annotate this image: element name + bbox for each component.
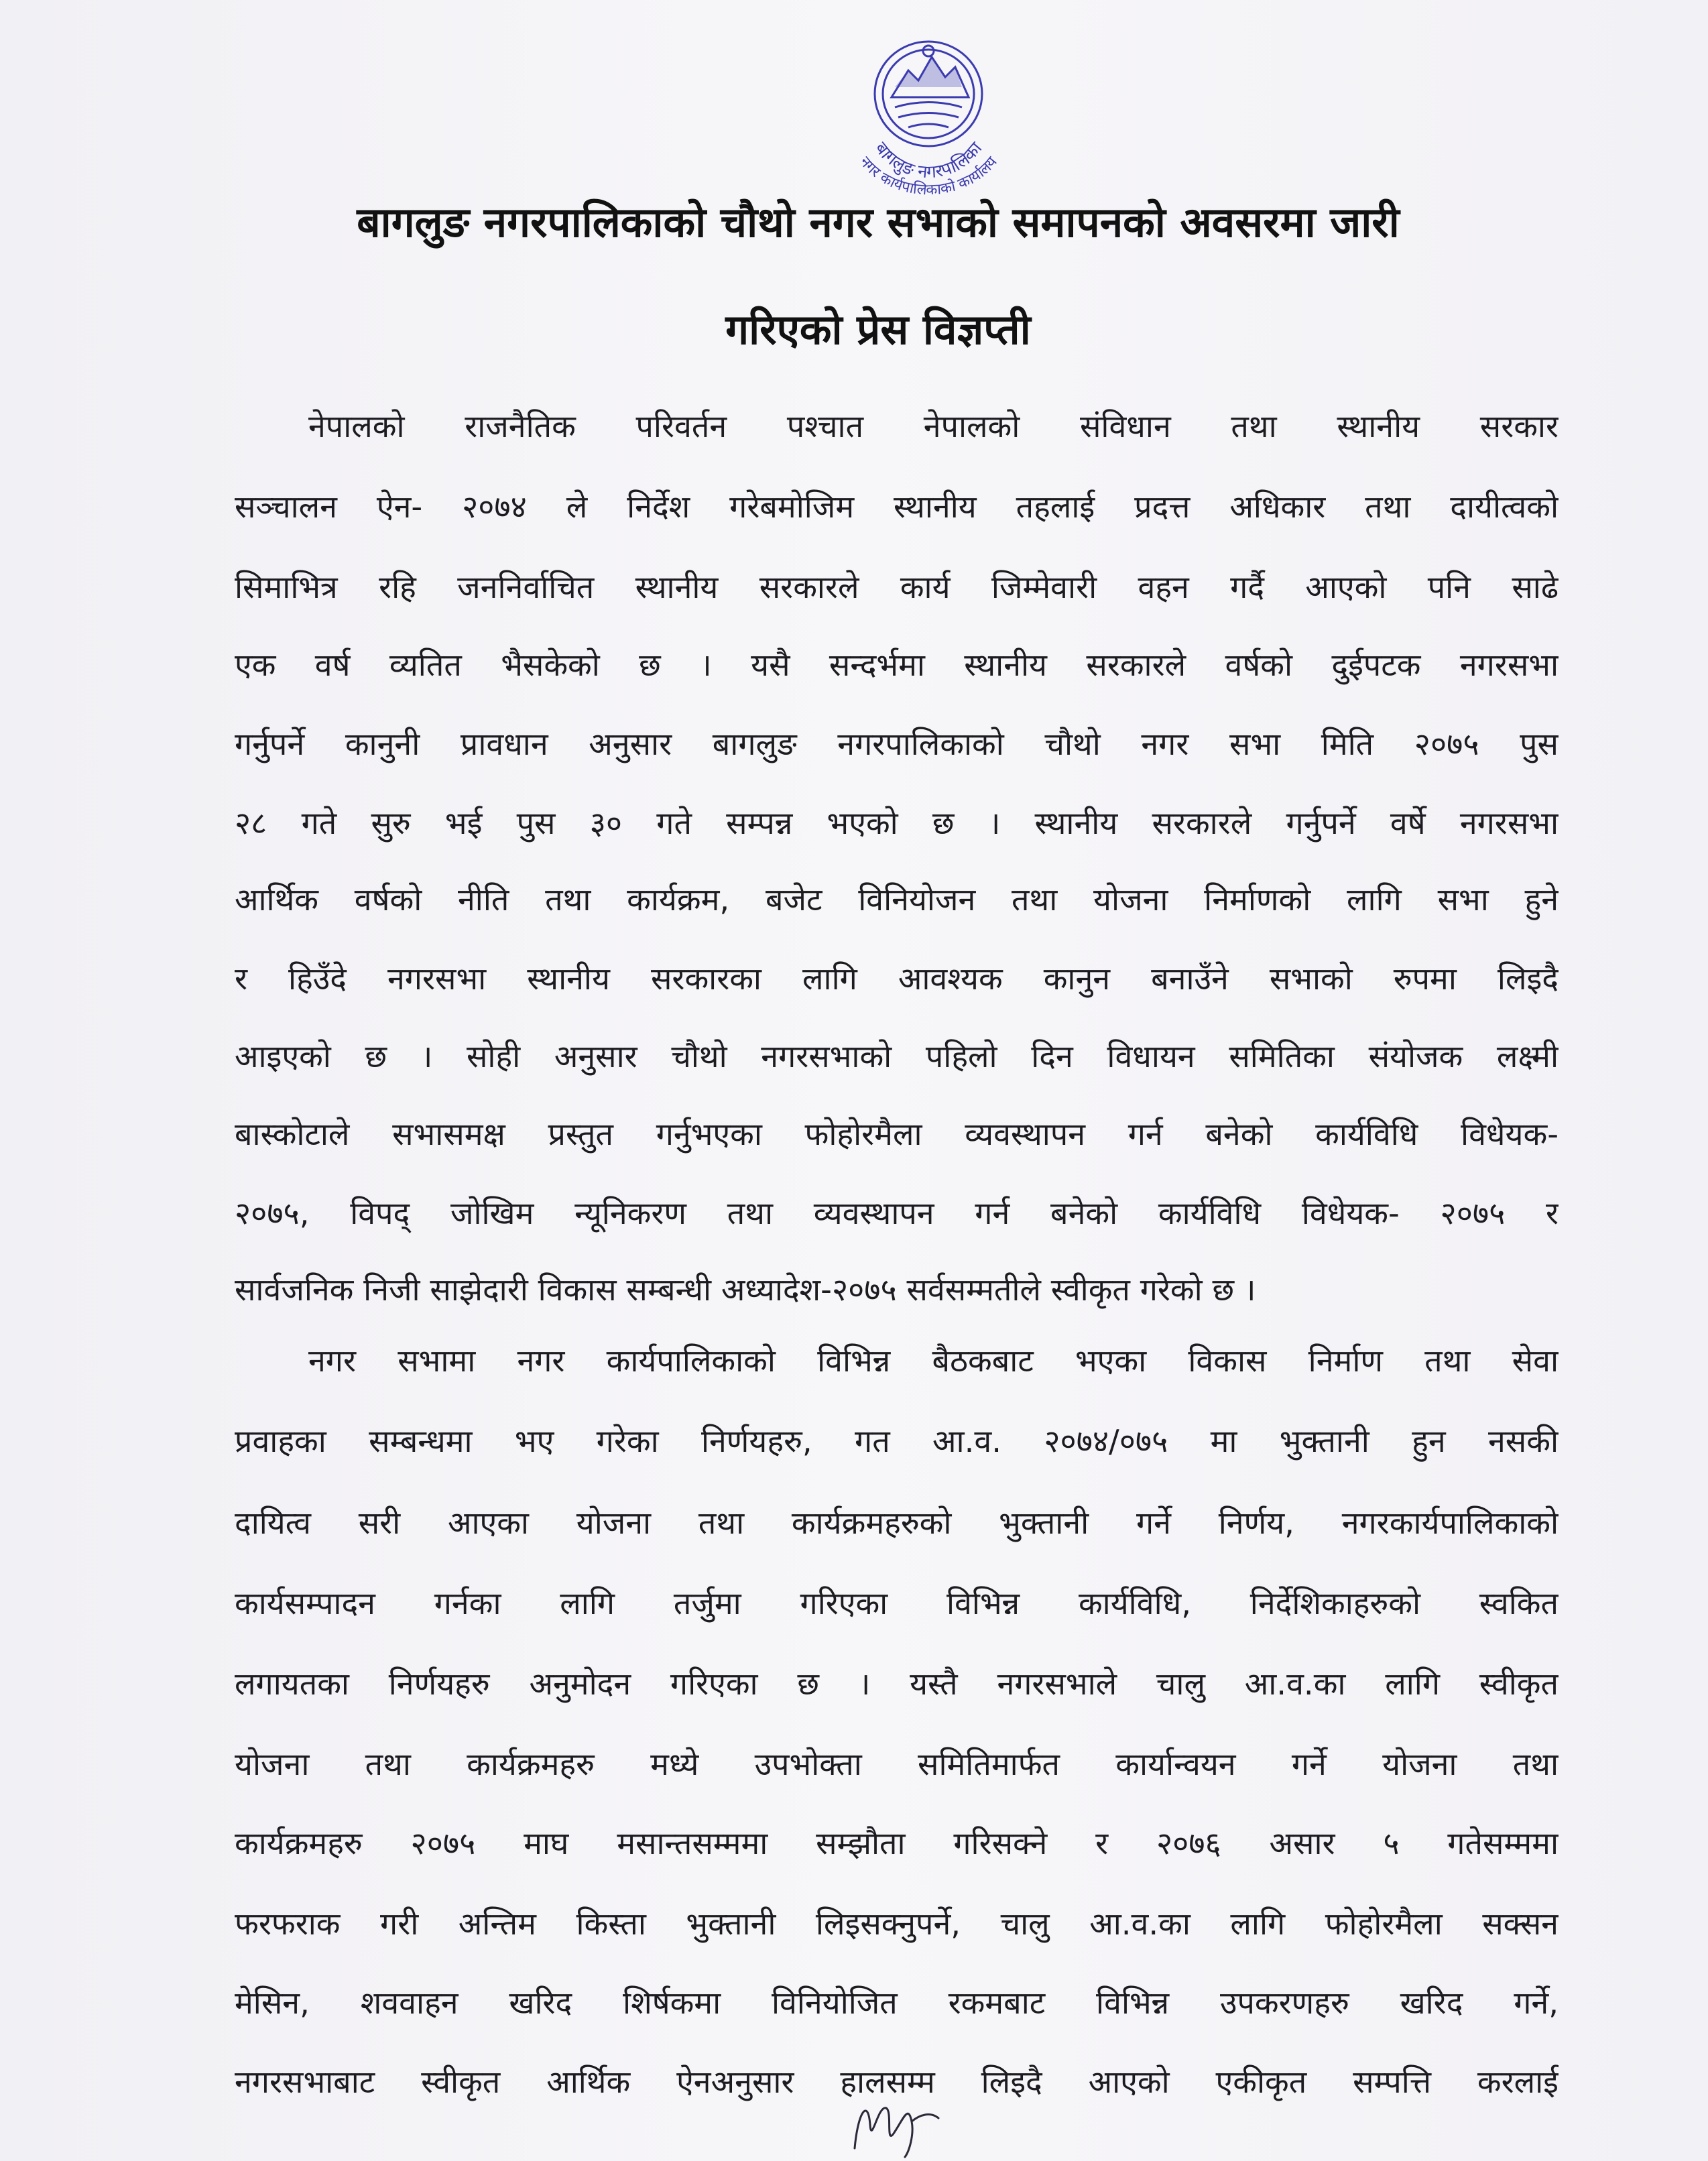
body-text-line: एक वर्ष व्यतित भैसकेको छ । यसै सन्दर्भमा स्थानीय सरकारले वर्षको दुईपटक नगरसभा [235, 647, 1559, 683]
body-text-line: नेपालको राजनैतिक परिवर्तन पश्चात नेपालको संविधान तथा स्थानीय सरकार [308, 408, 1559, 444]
body-text-line: कार्यसम्पादन गर्नका लागि तर्जुमा गरिएका विभिन्न कार्यविधि, निर्देशिकाहरुको स्वकित [235, 1585, 1559, 1621]
body-text-line: गर्नुपर्ने कानुनी प्रावधान अनुसार बागलुङ नगरपालिकाको चौथो नगर सभा मिति २०७५ पुस [235, 726, 1559, 762]
body-text-line: कार्यक्रमहरु २०७५ माघ मसान्तसम्ममा सम्झौता गरिसक्ने र २०७६ असार ५ गतेसम्ममा [235, 1825, 1559, 1861]
press-release-title-line1: बागलुङ नगरपालिकाको चौथो नगर सभाको समापनको अवसरमा जारी [357, 198, 1400, 247]
body-text-line: मेसिन, शववाहन खरिद शिर्षकमा विनियोजित रकमबाट विभिन्न उपकरणहरु खरिद गर्ने, [235, 1985, 1559, 2021]
body-text-line: लगायतका निर्णयहरु अनुमोदन गरिएका छ । यस्तै नगरसभाले चालु आ.व.का लागि स्वीकृत [235, 1666, 1559, 1702]
body-text-line: आर्थिक वर्षको नीति तथा कार्यक्रम, बजेट विनियोजन तथा योजना निर्माणको लागि सभा हुने [235, 881, 1559, 918]
handwritten-signature [845, 2085, 945, 2158]
body-text-line: सार्वजनिक निजी साझेदारी विकास सम्बन्धी अध्यादेश-२०७५ सर्वसम्मतीले स्वीकृत गरेको छ । [235, 1272, 1256, 1308]
body-text-line: सञ्चालन ऐन- २०७४ ले निर्देश गरेबमोजिम स्थानीय तहलाई प्रदत्त अधिकार तथा दायीत्वको [235, 489, 1559, 525]
seal-text-bottom: नगर कार्यपालिकाको कार्यालय [856, 153, 1001, 199]
body-text-line: र हिउँदे नगरसभा स्थानीय सरकारका लागि आवश्यक कानुन बनाउँने सभाको रुपमा लिइदै [235, 961, 1559, 997]
seal-text-top: बागलुङ नगरपालिका [870, 138, 987, 183]
body-text-line: दायित्व सरी आएका योजना तथा कार्यक्रमहरुको भुक्तानी गर्ने निर्णय, नगरकार्यपालिकाको [235, 1505, 1559, 1541]
body-text-line: योजना तथा कार्यक्रमहरु मध्ये उपभोक्ता समितिमार्फत कार्यान्वयन गर्ने योजना तथा [235, 1746, 1559, 1782]
body-text-line: प्रवाहका सम्बन्धमा भए गरेका निर्णयहरु, गत आ.व. २०७४/०७५ मा भुक्तानी हुन नसकी [235, 1423, 1559, 1459]
body-text-line: नगरसभाबाट स्वीकृत आर्थिक ऐनअनुसार हालसम्म लिइदै आएको एकीकृत सम्पत्ति करलाई [235, 2064, 1559, 2100]
municipality-seal [801, 34, 1056, 201]
body-text-line: फरफराक गरी अन्तिम किस्ता भुक्तानी लिइसक्नुपर्ने, चालु आ.व.का लागि फोहोरमैला सक्सन [235, 1906, 1559, 1942]
body-text-line: २०७५, विपद् जोखिम न्यूनिकरण तथा व्यवस्थापन गर्न बनेको कार्यविधि विधेयक- २०७५ र [235, 1195, 1559, 1231]
body-text-line: आइएको छ । सोही अनुसार चौथो नगरसभाको पहिलो दिन विधायन समितिका संयोजक लक्ष्मी [235, 1038, 1559, 1074]
body-text-line: २८ गते सुरु भई पुस ३० गते सम्पन्न भएको छ । स्थानीय सरकारले गर्नुपर्ने वर्षे नगरसभा [235, 805, 1559, 841]
press-release-title-line2: गरिएको प्रेस विज्ञप्ती [725, 305, 1031, 354]
body-text-line: नगर सभामा नगर कार्यपालिकाको विभिन्न बैठकबाट भएका विकास निर्माण तथा सेवा [308, 1343, 1559, 1379]
body-text-line: बास्कोटाले सभासमक्ष प्रस्तुत गर्नुभएका फोहोरमैला व्यवस्थापन गर्न बनेको कार्यविधि विधेयक- [235, 1116, 1559, 1152]
body-text-line: सिमाभित्र रहि जननिर्वाचित स्थानीय सरकारले कार्य जिम्मेवारी वहन गर्दै आएको पनि साढे [235, 569, 1559, 605]
